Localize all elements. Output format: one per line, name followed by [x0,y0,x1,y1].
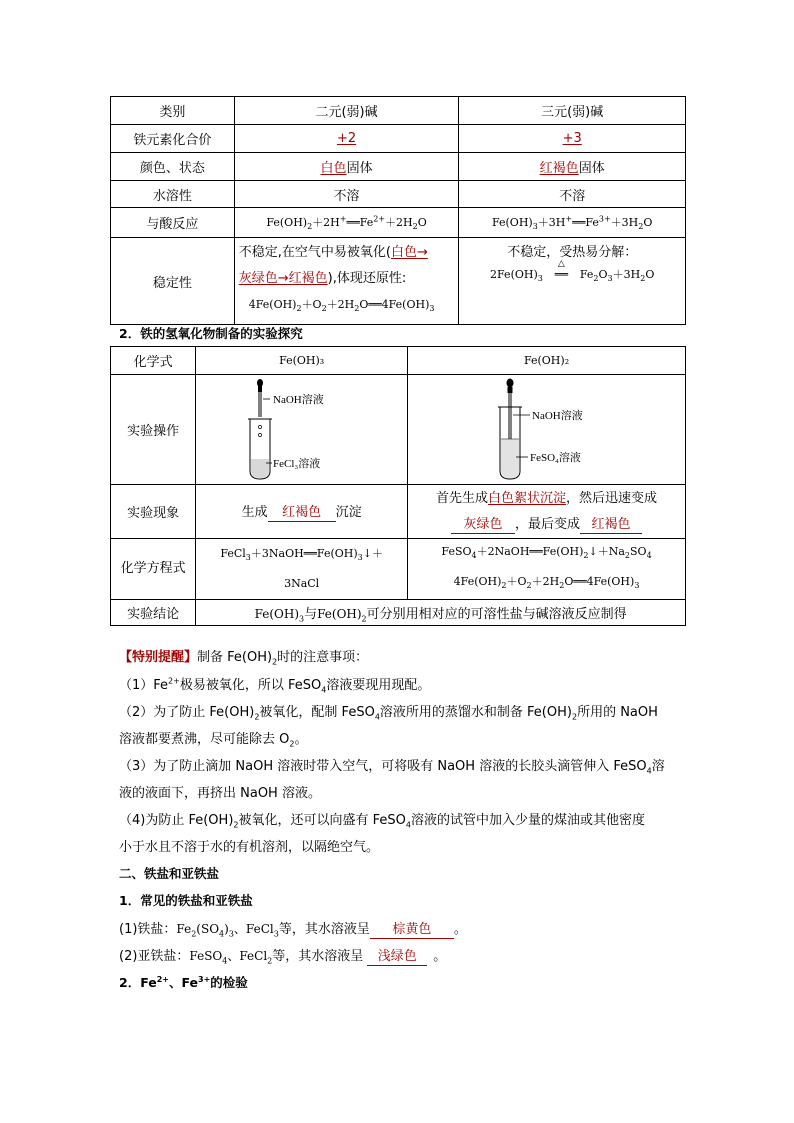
table-row [111,539,686,600]
test-tube-fecl3-diagram [196,377,396,483]
equation-cell: $Fe(OH)_3+3H^+══Fe^{3+}+3H_2O$ [459,208,686,238]
naoh-label: NaOH溶液 [532,409,583,422]
apparatus-cell [408,375,686,485]
row-label: 水溶性 [111,181,235,208]
test-tube-icon [248,419,272,479]
feso4-label: FeSO₄溶液 [530,451,581,464]
row-label: 铁元素化合价 [111,125,235,153]
tip-item-2-cont: 溶液都要煮沸，尽可能除去 $O_2$。 [119,732,308,749]
table-row [111,97,686,125]
table-row [111,485,686,539]
table-row [111,208,686,238]
row-label: 与酸反应 [111,208,235,238]
table-row [111,181,686,208]
table-cell: 首先生成白色絮状沉淀，然后迅速变成 灰绿色 ，最后变成 红褐色 [408,485,686,539]
table-header-cell: Fe(OH)₃ [196,347,408,375]
tip-title: 【特别提醒】 [119,650,198,665]
table-cell: 不溶 [459,181,686,208]
tip-item-1: $(1)Fe^{2+}$极易被氧化，所以 FeSO$_4$溶液要现用现配。 [119,676,431,695]
tip-item-2: （2）为了防止 $Fe(OH)_2$被氧化，配制 FeSO$_4$溶液所用的蒸馏水和制备 $Fe(OH)_2$所用的 NaOH [119,705,658,722]
table-cell: 不稳定,在空气中易被氧化(白色→ 灰绿色→红褐色),体现还原性: $4Fe(OH)_2+O_2+2H_2O══4Fe(OH)_3$ [234,238,459,325]
row-label: 颜色、状态 [111,153,235,181]
table-row [111,125,686,153]
drop-icon [259,425,262,428]
table-header-cell: Fe(OH)₂ [408,347,686,375]
row-label: 实验现象 [111,485,196,539]
table-row [111,347,686,375]
row-label: 稳定性 [111,238,235,325]
section-title: 二、铁盐和亚铁盐 [119,866,220,881]
tip-item-4-cont: 小于水且不溶于水的有机溶剂，以隔绝空气。 [119,840,380,855]
tip-intro: 【特别提醒】制备 $Fe(OH)_2$时的注意事项： [119,650,369,667]
equation-cell: $FeSO_4+2NaOH══Fe(OH)_2↓+Na_2SO_4$ $4Fe(OH)_2+O_2+2H_2O══4Fe(OH)_3$ [408,539,686,600]
table-row [111,600,686,626]
naoh-label: NaOH溶液 [273,393,324,406]
table-cell [459,125,686,153]
drop-icon [259,433,262,436]
table-cell: 生成 红褐色 沉淀 [196,485,408,539]
ferrous-salt-line: (2)亚铁盐：FeSO$_4$、FeCl$_2$等，其水溶液呈 浅绿色 。 [119,949,447,966]
equation-cell: $FeCl_3+3NaOH══Fe(OH)_3↓+$ 3NaCl [196,539,408,600]
test-tube-icon [498,407,522,479]
apparatus-cell [196,375,408,485]
hydroxide-properties-table [110,96,686,325]
table-row [111,153,686,181]
tip-item-4: （4)为防止 $Fe(OH)_2$被氧化，还可以向盛有 FeSO$_4$溶液的试管中加入少量的煤油或其他密度 [119,813,645,830]
iron-salt-line: (1)铁盐：$Fe_2(SO_4)_3$、FeCl$_3$等，其水溶液呈 棕黄色 。 [119,922,467,939]
equation-cell: $Fe(OH)_2+2H^+══Fe^{2+}+2H_2O$ [234,208,459,238]
oxidation-equation: $4Fe(OH)_2+O_2+2H_2O══4Fe(OH)_3$ [248,298,435,314]
table-row [111,238,686,325]
table-header-cell: 二元(弱)碱 [234,97,459,125]
experiment-table [110,346,686,626]
table-header-cell: 类别 [111,97,235,125]
test-tube-feso4-diagram [408,377,678,483]
tip-item-3-cont: 液的液面下，再挤出 NaOH 溶液。 [119,786,321,801]
table-row [111,375,686,485]
row-label: 实验操作 [111,375,196,485]
section-title: 2．铁的氢氧化物制备的实验探究 [119,326,303,341]
subsection-title: 2．$Fe^{2+}$、$Fe^{3+}$的检验 [119,974,248,990]
table-cell: 不稳定，受热易分解： $2Fe(OH)_3$ △ ══ $Fe_2O_3+3H_2O$ [459,238,686,325]
row-label: 化学式 [111,347,196,375]
fecl3-label: FeCl₃溶液 [273,457,321,470]
table-cell: 白色固体 [234,153,459,181]
table-cell [234,125,459,153]
table-cell: 红褐色固体 [459,153,686,181]
decomposition-equation: $2Fe(OH)_3$ △ ══ $Fe_2O_3+3H_2O$ [490,259,655,284]
valence-3: +3 [562,131,582,146]
valence-2: +2 [336,131,357,146]
tip-item-3: （3）为了防止滴加 NaOH 溶液时带入空气，可将吸有 NaOH 溶液的长胶头滴管伸入 FeSO$_4$溶 [119,759,665,776]
row-label: 实验结论 [111,600,196,626]
table-header-cell: 三元(弱)碱 [459,97,686,125]
conclusion-cell: $Fe(OH)_3$与$Fe(OH)_2$可分别用相对应的可溶性盐与碱溶液反应制得 [196,600,686,626]
row-label: 化学方程式 [111,539,196,600]
dropper-icon [257,379,263,417]
table-cell: 不溶 [234,181,459,208]
subsection-title: 1．常见的铁盐和亚铁盐 [119,893,253,908]
